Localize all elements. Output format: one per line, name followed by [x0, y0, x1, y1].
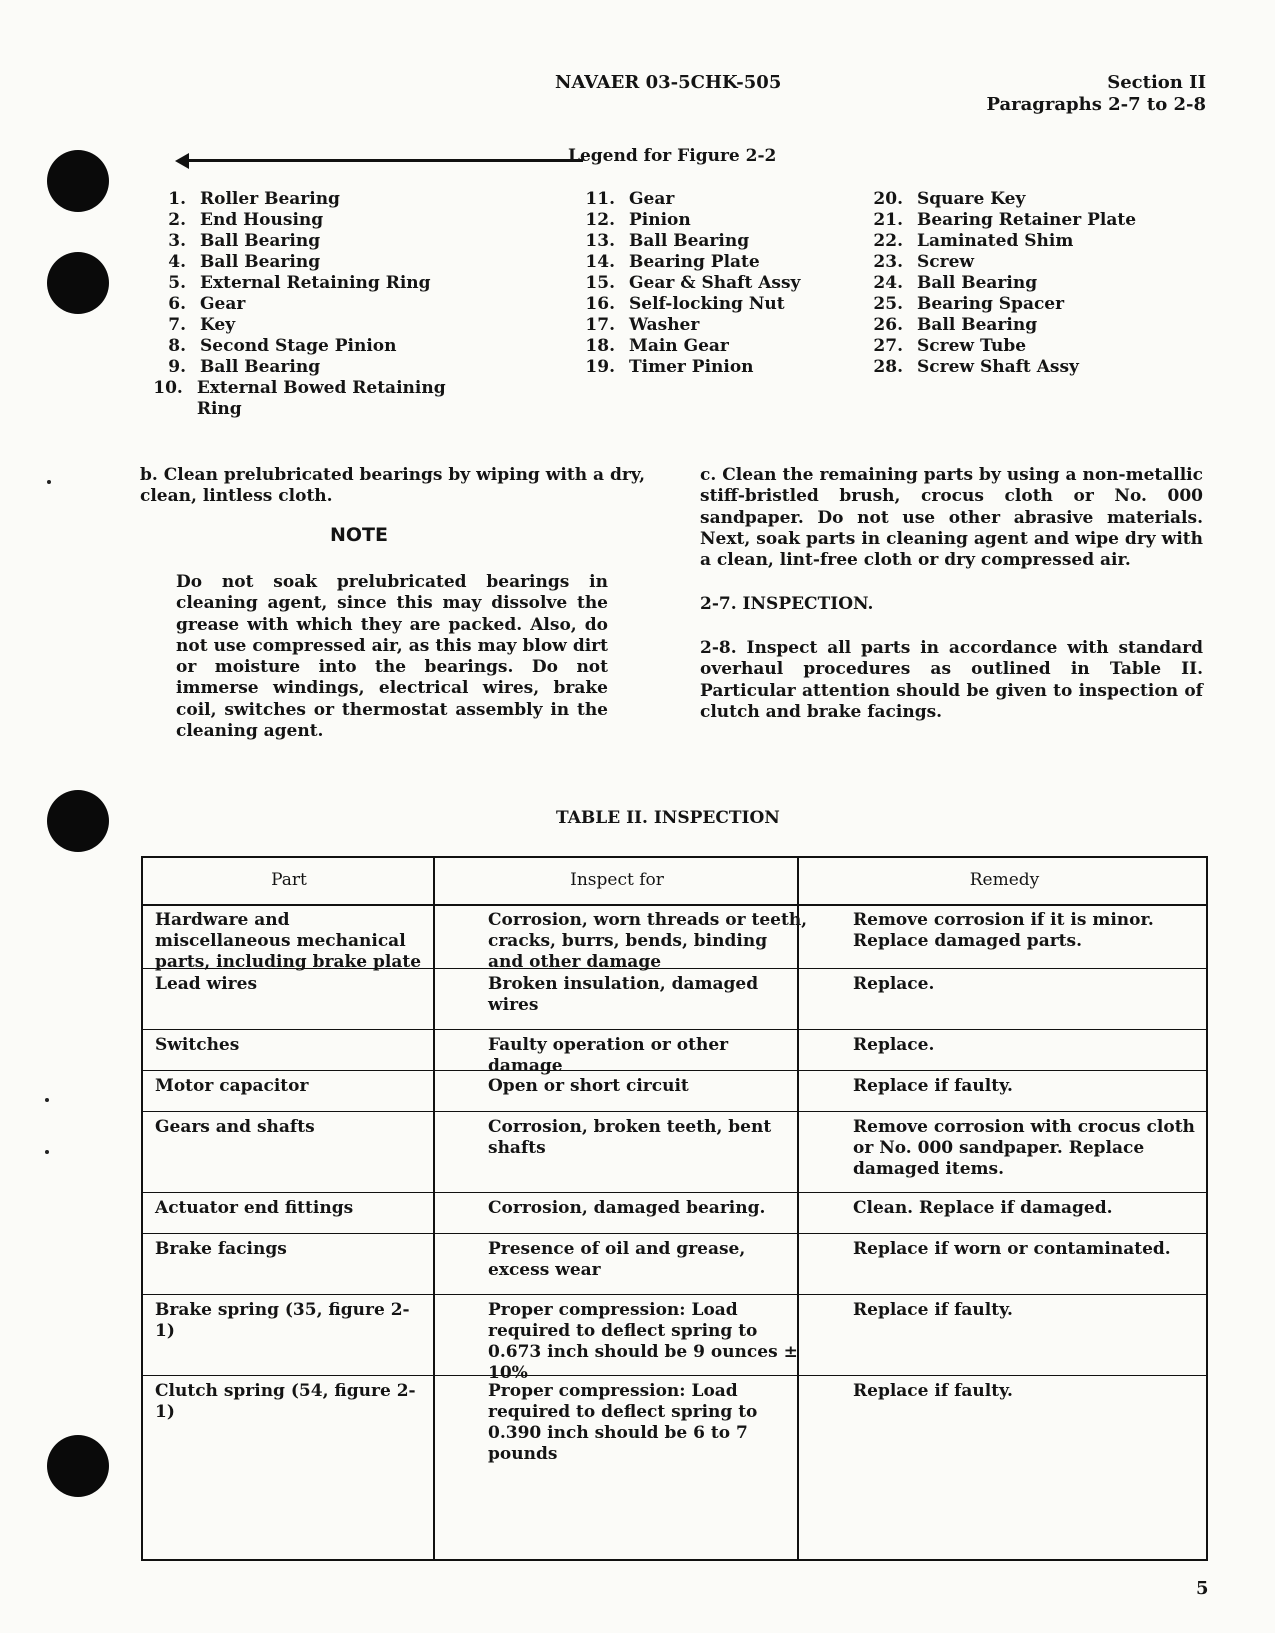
inspection-table	[141, 856, 1208, 1561]
note-text: Do not soak prelubricated bearings in cleaning agent, since this may dissolve the grease with which they are packed. Also, do not use compressed air, as this may blow dirt or moisture into the bearings. Do not immerse windings, electrical wires, brake coil, switches or thermostat assembly in the cleaning agent.	[176, 572, 608, 742]
legend-item-number: 24.	[873, 273, 903, 293]
legend-item-number: 2.	[168, 210, 186, 230]
table-row	[143, 1070, 1206, 1112]
legend-item-label: Second Stage Pinion	[200, 336, 397, 356]
inspect-cell: Proper compression: Load required to deflect spring to 0.390 inch should be 6 to 7 pounds	[488, 1381, 758, 1464]
table-row	[143, 1375, 1206, 1561]
legend-item-number: 13.	[585, 231, 615, 251]
legend-item	[150, 294, 470, 315]
table-row	[143, 1029, 1206, 1076]
paragraph-range: Paragraphs 2-7 to 2-8	[986, 94, 1206, 115]
legend-item	[863, 252, 1163, 273]
legend-item	[863, 189, 1163, 210]
legend-item-label: Ball Bearing	[200, 252, 321, 272]
legend-item-number: 26.	[873, 315, 903, 335]
legend-item-number: 25.	[873, 294, 903, 314]
legend-item	[575, 336, 835, 357]
legend-item-number: 7.	[168, 315, 186, 335]
legend-item	[575, 315, 835, 336]
part-cell: Lead wires	[155, 974, 258, 994]
inspect-cell: Presence of oil and grease, excess wear	[488, 1239, 746, 1280]
header-inspect-for: Inspect for	[570, 870, 664, 890]
legend-item	[150, 189, 470, 210]
binder-hole	[47, 252, 109, 314]
legend-item	[150, 378, 470, 420]
legend-item	[863, 294, 1163, 315]
legend-item	[863, 210, 1163, 231]
legend-item-number: 20.	[873, 189, 903, 209]
part-cell: Motor capacitor	[155, 1076, 309, 1096]
table-title: TABLE II. INSPECTION	[556, 808, 780, 828]
legend-item	[863, 315, 1163, 336]
legend-item	[575, 294, 835, 315]
header-part: Part	[271, 870, 307, 890]
legend-item-number: 22.	[873, 231, 903, 251]
table-row	[143, 1111, 1206, 1193]
legend-item-label: Bearing Spacer	[917, 294, 1065, 314]
legend-item-number: 3.	[168, 231, 186, 251]
legend-item-number: 14.	[585, 252, 615, 272]
legend-item-label: External Retaining Ring	[200, 273, 431, 293]
legend-item-label: Pinion	[629, 210, 691, 230]
legend-column-3	[863, 189, 1163, 378]
binder-hole	[47, 790, 109, 852]
part-cell: Gears and shafts	[155, 1117, 315, 1137]
table-row	[143, 904, 1206, 972]
legend-column-1	[150, 189, 470, 420]
legend-item	[863, 231, 1163, 252]
legend-title: Legend for Figure 2-2	[568, 146, 777, 166]
legend-column-2	[575, 189, 835, 378]
margin-mark	[45, 1098, 49, 1102]
table-row	[143, 1233, 1206, 1295]
legend-item	[150, 336, 470, 357]
part-cell: Actuator end fittings	[155, 1198, 354, 1218]
legend-item-label: Bearing Plate	[629, 252, 760, 272]
legend-item-label: Ball Bearing	[200, 231, 321, 251]
legend-item-label: Gear	[200, 294, 246, 314]
legend-item-label: Screw	[917, 252, 975, 272]
legend-item-label: Key	[200, 315, 236, 335]
page-number: 5	[1196, 1578, 1209, 1599]
binder-hole	[47, 150, 109, 212]
legend-item	[150, 231, 470, 252]
legend-item-label: Gear & Shaft Assy	[629, 273, 801, 293]
remedy-cell: Remove corrosion with crocus cloth or No. 000 sandpaper. Replace damaged items.	[853, 1117, 1195, 1179]
legend-item	[150, 252, 470, 273]
legend-item	[575, 189, 835, 210]
legend-item-label: Ball Bearing	[200, 357, 321, 377]
part-cell: Brake facings	[155, 1239, 287, 1259]
legend-item	[150, 357, 470, 378]
inspect-cell: Corrosion, worn threads or teeth, cracks, burrs, bends, binding and other damage	[488, 910, 808, 972]
inspect-cell: Proper compression: Load required to deflect spring to 0.673 inch should be 9 ounces ± 10%	[488, 1300, 798, 1383]
legend-item-label: Ball Bearing	[917, 315, 1038, 335]
remedy-cell: Replace.	[853, 974, 935, 994]
legend-item-number: 18.	[585, 336, 615, 356]
legend-item-label: Self-locking Nut	[629, 294, 785, 314]
document-number: NAVAER 03-5CHK-505	[555, 72, 782, 93]
header-remedy: Remedy	[969, 870, 1040, 890]
legend-item-number: 12.	[585, 210, 615, 230]
legend-item-number: 16.	[585, 294, 615, 314]
legend-item-label: Bearing Retainer Plate	[917, 210, 1137, 230]
section-label: Section II	[1107, 72, 1206, 93]
remedy-cell: Replace if faulty.	[853, 1076, 1013, 1096]
legend-item	[150, 210, 470, 231]
legend-item-number: 17.	[585, 315, 615, 335]
legend-item-label: Screw Shaft Assy	[917, 357, 1079, 377]
legend-item-number: 27.	[873, 336, 903, 356]
legend-item	[575, 210, 835, 231]
legend-item-label: Laminated Shim	[917, 231, 1074, 251]
inspect-cell: Corrosion, damaged bearing.	[488, 1198, 766, 1218]
legend-item-label: Square Key	[917, 189, 1026, 209]
legend-item-number: 19.	[585, 357, 615, 377]
legend-item-label: Ball Bearing	[629, 231, 750, 251]
paragraph-2-8: 2-8. Inspect all parts in accordance with standard overhaul procedures as outlined in Table II. Particular attention should be given to inspection of clutch and brake facings.	[700, 638, 1203, 722]
legend-item-label: End Housing	[200, 210, 324, 230]
table-row	[143, 968, 1206, 1030]
margin-mark	[45, 1150, 49, 1154]
remedy-cell: Replace if faulty.	[853, 1300, 1013, 1320]
part-cell: Switches	[155, 1035, 240, 1055]
legend-item-label: Gear	[629, 189, 675, 209]
inspect-cell: Open or short circuit	[488, 1076, 689, 1096]
legend-heading	[175, 146, 795, 170]
legend-item	[575, 252, 835, 273]
part-cell: Clutch spring (54, figure 2-1)	[155, 1381, 416, 1422]
legend-item	[863, 273, 1163, 294]
legend-item-number: 5.	[168, 273, 186, 293]
paragraph-c: c. Clean the remaining parts by using a non-metallic stiff-bristled brush, crocus cloth or No. 000 sandpaper. Do not use other abrasive materials. Next, soak parts in cleaning agent and wipe dry with a clean, lint-free cloth or dry compressed air.	[700, 465, 1203, 571]
legend-item	[575, 273, 835, 294]
legend-item-number: 8.	[168, 336, 186, 356]
remedy-cell: Replace if faulty.	[853, 1381, 1013, 1401]
inspect-cell: Faulty operation or other damage	[488, 1035, 729, 1076]
binder-hole	[47, 1435, 109, 1497]
remedy-cell: Replace.	[853, 1035, 935, 1055]
legend-item-number: 4.	[168, 252, 186, 272]
legend-item-label: Timer Pinion	[629, 357, 754, 377]
paragraph-b: b. Clean prelubricated bearings by wiping with a dry, clean, lintless cloth.	[140, 465, 645, 507]
legend-item-label: External Bowed Retaining Ring	[196, 378, 446, 419]
section-heading-2-7: 2-7. INSPECTION.	[700, 594, 874, 614]
legend-item-label: Ball Bearing	[917, 273, 1038, 293]
legend-item-number: 1.	[168, 189, 186, 209]
legend-item	[863, 336, 1163, 357]
legend-item	[575, 231, 835, 252]
legend-item	[150, 315, 470, 336]
legend-item-number: 9.	[168, 357, 186, 377]
legend-item-number: 6.	[168, 294, 186, 314]
legend-item-number: 21.	[873, 210, 903, 230]
legend-item-label: Screw Tube	[917, 336, 1027, 356]
remedy-cell: Clean. Replace if damaged.	[853, 1198, 1113, 1218]
arrow-line	[183, 159, 583, 162]
legend-item-number: 10.	[153, 378, 183, 398]
part-cell: Brake spring (35, figure 2-1)	[155, 1300, 410, 1341]
legend-item-number: 11.	[585, 189, 615, 209]
legend-item	[150, 273, 470, 294]
remedy-cell: Remove corrosion if it is minor. Replace damaged parts.	[853, 910, 1154, 951]
section-header	[986, 72, 1206, 116]
legend-item-label: Main Gear	[629, 336, 729, 356]
remedy-cell: Replace if worn or contaminated.	[853, 1239, 1171, 1259]
inspect-cell: Corrosion, broken teeth, bent shafts	[488, 1117, 772, 1158]
table-row	[143, 1192, 1206, 1234]
margin-mark	[47, 480, 51, 484]
part-cell: Hardware and miscellaneous mechanical parts, including brake plate	[155, 910, 422, 972]
note-title: NOTE	[330, 524, 388, 546]
legend-item-label: Washer	[629, 315, 700, 335]
legend-item	[575, 357, 835, 378]
legend-item-label: Roller Bearing	[200, 189, 340, 209]
table-header-row	[143, 858, 1206, 906]
legend-item-number: 28.	[873, 357, 903, 377]
legend-item-number: 15.	[585, 273, 615, 293]
inspect-cell: Broken insulation, damaged wires	[488, 974, 759, 1015]
legend-item-number: 23.	[873, 252, 903, 272]
legend-item	[863, 357, 1163, 378]
table-row	[143, 1294, 1206, 1383]
